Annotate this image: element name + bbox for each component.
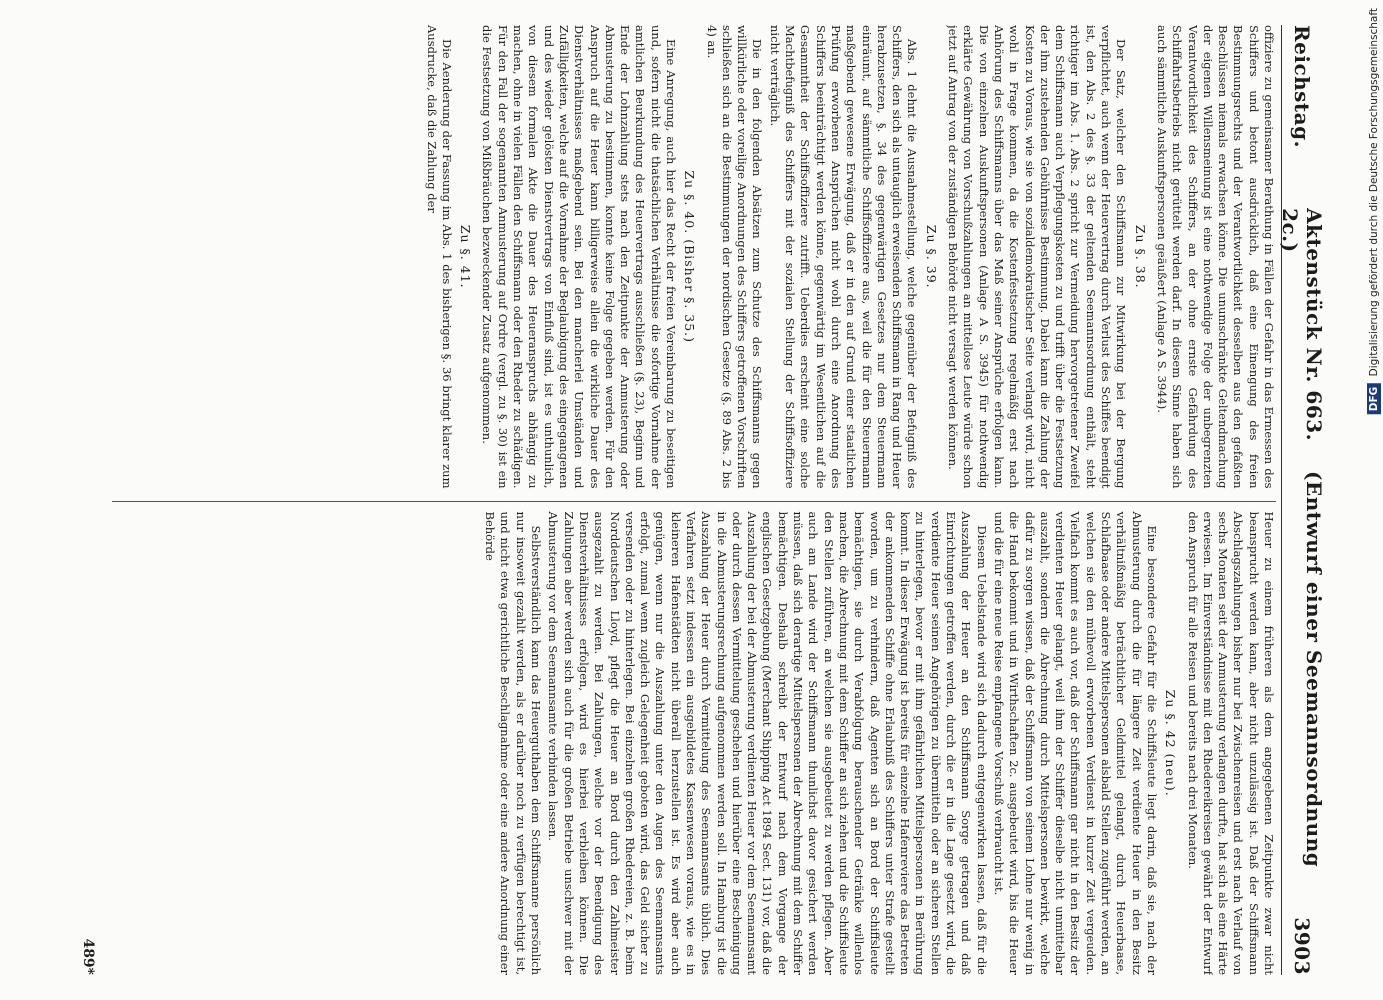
text-columns xyxy=(112,25,1276,975)
paragraph: Eine Anregung, auch hier das Recht der freien Vereinbarung zu beseitigen und, sofern nicht die thatsächlichen Verhältnisse die sofortige Vornahme der amtlichen Beurkundung des Heuervertrags ausschließen (§. 23), Beginn und Ende der Lohnzahlung stets nach den Zeitpunkte der Anmusterung oder Abmusterung zu bestimmen, konnte keine Folge gegeben werden. Für den Anspruch auf die Heuer kann billigerweise allein die wirkliche Dauer des Dienstverhältnisses maßgebend sein. Bei den mancherlei Umständen und Zufälligkeiten, welche auf die Vornahme der Beglaubigung des eingegangenen und des wieder gelösten Dienstvertrags von Einfluß sind, ist es unthunlich, von diesem formalen Akte die Dauer des Heueranspruchs abhängig zu machen, ohne in vielen Fällen den Schiffsmann oder den Rheder zu schädigen. Für den Fall der sogenannten Anmusterung auf Ordre (vergl. zu §. 30) ist ein die Festsetzung von Mißbräuchen bezweckender Zusatz aufgenommen. xyxy=(479,25,678,489)
section-heading: Zu §. 41. xyxy=(457,224,473,289)
paragraph: Selbstverständlich kann das Heuerguthaben dem Schiffsmanne persönlich nur insoweit gezahlt werden, als er darüber noch zu verfügen berechtigt ist, und nicht etwa gerichtliche Beschlagnahme oder eine andere Anordnung einer Behörde xyxy=(482,511,543,975)
sheet-number: 489* xyxy=(79,938,96,975)
document-title: (Entwurf einer Seemannsordnung 2c.) xyxy=(1277,208,1326,868)
paragraph: Abs. 1 dehnt die Ausnahmestellung, welche gegenüber der Befugniß des Schiffers, den sich als untauglich erweisenden Schiffsmann in Rang und Heuer herabzusetzen, §. 34 des gegenwärtigen Gesetzes nur dem Steuermann einräumt, auf sämmtliche Schiffsoffiziere aus, weil die für den Steuermann maßgebend gewesene Erwägung, daß er in den auf Grund einer staatlichen Prüfung erworbenen Ansprüchen nicht wohl durch eine Anordnung des Schiffers beeinträchtigt werden könne, gegenwärtig im Wesentlichen auf die Gesammtheit der Schiffsoffiziere zutrifft. Ueberdies erscheint eine solche Machtbefugniß des Schiffers mit der sozialen Stellung der Schiffsoffiziere nicht verträglich. xyxy=(767,25,919,489)
paragraph: Die Aenderung der Fassung im Abs. 1 des bisherigen §. 36 bringt klarer zum Ausdrucke, daß die Zahlung der xyxy=(424,25,454,489)
paragraph: Eine besondere Gefahr für die Schiffsleute liegt darin, daß sie, nach der Abmusterung durch die für längere Zeit verdiente Heuer in den Besitz verhältnißmäßig beträchtlicher Geldmittel gelangt, durch Heuerbaase, Schlafbaase oder andere Mittelspersonen alsbald Stellen zugeführt werden, an welchen sie den mühevoll erworbenen Verdienst in kurzer Zeit vergeuden. Vielfach kommt es auch vor, daß der Schiffsmann gar nicht in den Besitz der verdienten Heuer gelangt, weil ihm der Schiffer dieselbe nicht unmittelbar auszahlt, sondern die Abrechnung durch Mittelspersonen bewirkt, welche dafür zu sorgen wissen, daß der Schiffsmann von seinem Lohne nur wenig in die Hand bekommt und in Wirthschaften 2c. ausgebeutet wird, bis die Heuer und die für eine neue Reise empfangene Vorschuß verbraucht ist. xyxy=(991,511,1159,975)
section-heading: Zu §. 42 (neu). xyxy=(1162,689,1178,797)
digitization-credit xyxy=(1367,8,1381,414)
page-number: 3903 xyxy=(1289,917,1314,975)
paragraph: Diesem Uebelstande wird sich dadurch entgegenwirken lassen, daß für die Auszahlung der Heuer an den Schiffsmann Sorge getragen und daß Einrichtungen getroffen werden, durch die er in die Lage gesetzt wird, die verdiente Heuer seinen Angehörigen zu übermitteln oder an sicheren Stellen zu hinterlegen, bevor er mit ihm gefährlichen Mittelspersonen in Berührung kommt. In dieser Erwägung ist bereits für einzelne Hafenreviere das Betreten der ankommenden Schiffe ohne Erlaubniß des Schiffers unter Strafe gestellt worden, um zu verhindern, daß Agenten sich an Bord der Schiffsleute bemächtigen, sie durch Verabfolgung berauschender Getränke willenlos machen, die Abrechnung mit dem Schiffer an sich ziehen und die Schiffsleute den Stellen zuführen, an welchen sie ausgebeutet zu werden pflegen. Aber auch am Lande wird der Schiffsmann thunlichst davor gesichert werden müssen, daß sich derartige Mittelspersonen der Abrechnung mit dem Schiffer bemächtigen. Deshalb schreibt der Entwurf nach dem Vorgange der englischen Gesetzgebung (Merchant Shipping Act 1894 Sect. 131) vor, daß die Auszahlung der bei der Abmusterung verdienten Heuer vor dem Seemannsamt oder durch dessen Vermittelung geschehen und hierüber eine Bescheinigung in die Abmusterungsrechnung aufgenommen werden soll. In Hamburg ist die Auszahlung der Heuer durch Vermittelung des Seemannsamts üblich. Dies Verfahren setzt indessen ein ausgebildetes Kassenwesen voraus, wie es in kleineren Hafenstädten nicht überall herzustellen ist. Es wird aber auch genügen, wenn nur die Auszahlung unter den Augen des Seemannsamts erfolgt, zumal wenn zugleich Gelegenheit geboten wird, das Geld sicher zu versenden oder zu hinterlegen. Bei einzelnen großen Rhedereien, z. B. beim Norddeutschen Lloyd, pflegt die Heuer an Bord durch den Zahlmeister ausgezahlt zu werden. Bei Zahlungen, welche vor der Beendigung des Dienstverhältnisses erfolgen, wird es hierbei verbleiben können. Die Zahlungen aber werden sich auch für die großen Betriebe unschwer mit der Abmusterung vor dem Seemannsamte verbinden lassen. xyxy=(545,511,989,975)
paragraph: offiziere zu gemeinsamer Berathung in Fällen der Gefahr in das Ermessen des Schiffers und betont ausdrücklich, daß eine Einengung des freien Bestimmungsrechts und der Verantwortlichkeit desselben aus den gefaßten Beschlüssen niemals erwachsen könne. Die unumschränkte Geltendmachung der eigenen Willensmeinung ist eine nothwendige Folge der unbegrenzten Verantwortlichkeit des Schiffers, an der ohne ernste Gefährdung des Schiffahrtsbetriebs nicht gerüttelt werden darf. In diesem Sinne haben sich auch sämmtliche Auskunftspersonen geäußert (Anlage A S. 3944). xyxy=(1154,25,1276,489)
section-heading: Zu §. 39. xyxy=(923,224,939,289)
dfg-logo: DFG xyxy=(1367,384,1381,415)
paragraph: Heuer zu einem früheren als dem angegebenen Zeitpunkte zwar nicht beansprucht werden kann, aber nicht unzulässig ist. Daß der Schiffsmann Abschlagszahlungen bisher nur bei Zwischenreisen und erst nach Verlauf von sechs Monaten seit der Anmusterung verlangen durfte, hat sich als eine Härte erwiesen. Im Einverständnisse mit den Rhedereikreisen gewährt der Entwurf den Anspruch für alle Reisen und bereits nach drei Monaten. xyxy=(1185,511,1276,975)
column-left xyxy=(112,25,1276,489)
document-number: Aktenstück Nr. 663. xyxy=(1301,208,1326,442)
document-page xyxy=(62,25,1326,975)
header-left: Reichstag. xyxy=(1289,25,1314,149)
section-heading: Zu §. 40. (Bisher §. 35.) xyxy=(681,170,697,344)
paragraph: Die in den folgenden Absätzen zum Schutze des Schiffsmanns gegen willkürliche oder voreilige Anordnungen des Schiffers getroffenen Vorschriften schließen sich an die Bestimmungen der nordischen Gesetze (§. 89 Abs. 2 bis 4) an. xyxy=(704,25,764,489)
credit-text: Digitalisierung gefördert durch die Deutsche Forschungsgemeinschaft xyxy=(1368,8,1380,377)
column-right xyxy=(112,501,1276,976)
header-center xyxy=(1278,148,1326,917)
section-heading: Zu §. 38. xyxy=(1132,224,1148,289)
paragraph: Der Satz, welcher den Schiffsmann zur Mitwirkung bei der Bergung verpflichtet, auch wenn der Heuervertrag durch Verlust des Schiffes beendigt ist, den Abs. 2 des §. 33 der geltenden Seemannsordnung enthält, steht richtiger im Abs. 1. Abs. 2 spricht zur Vermeidung hervorgetretener Zweifel dem Schiffsmann auch Verpflegungskosten zu und trifft über die Festsetzung der ihm zustehenden Gebührnisse Bestimmung. Dabei kann die Zahlung der Kosten zu Voraus, wie sie von sozialdemokratischer Seite verlangt wird, nicht wohl in Frage kommen, da die Kostenfestsetzung regelmäßig erst nach Anhörung des Schiffsmanns über das Maß seiner Ansprüche erfolgen kann. Die von einzelnen Auskunftspersonen (Anlage A S. 3945) für nothwendig erklärte Gewährung von Vorschußzahlungen an mittellose Leute würde schon jetzt auf Antrag von der zuständigen Behörde nicht versagt werden können. xyxy=(945,25,1128,489)
page-header xyxy=(1277,25,1326,975)
